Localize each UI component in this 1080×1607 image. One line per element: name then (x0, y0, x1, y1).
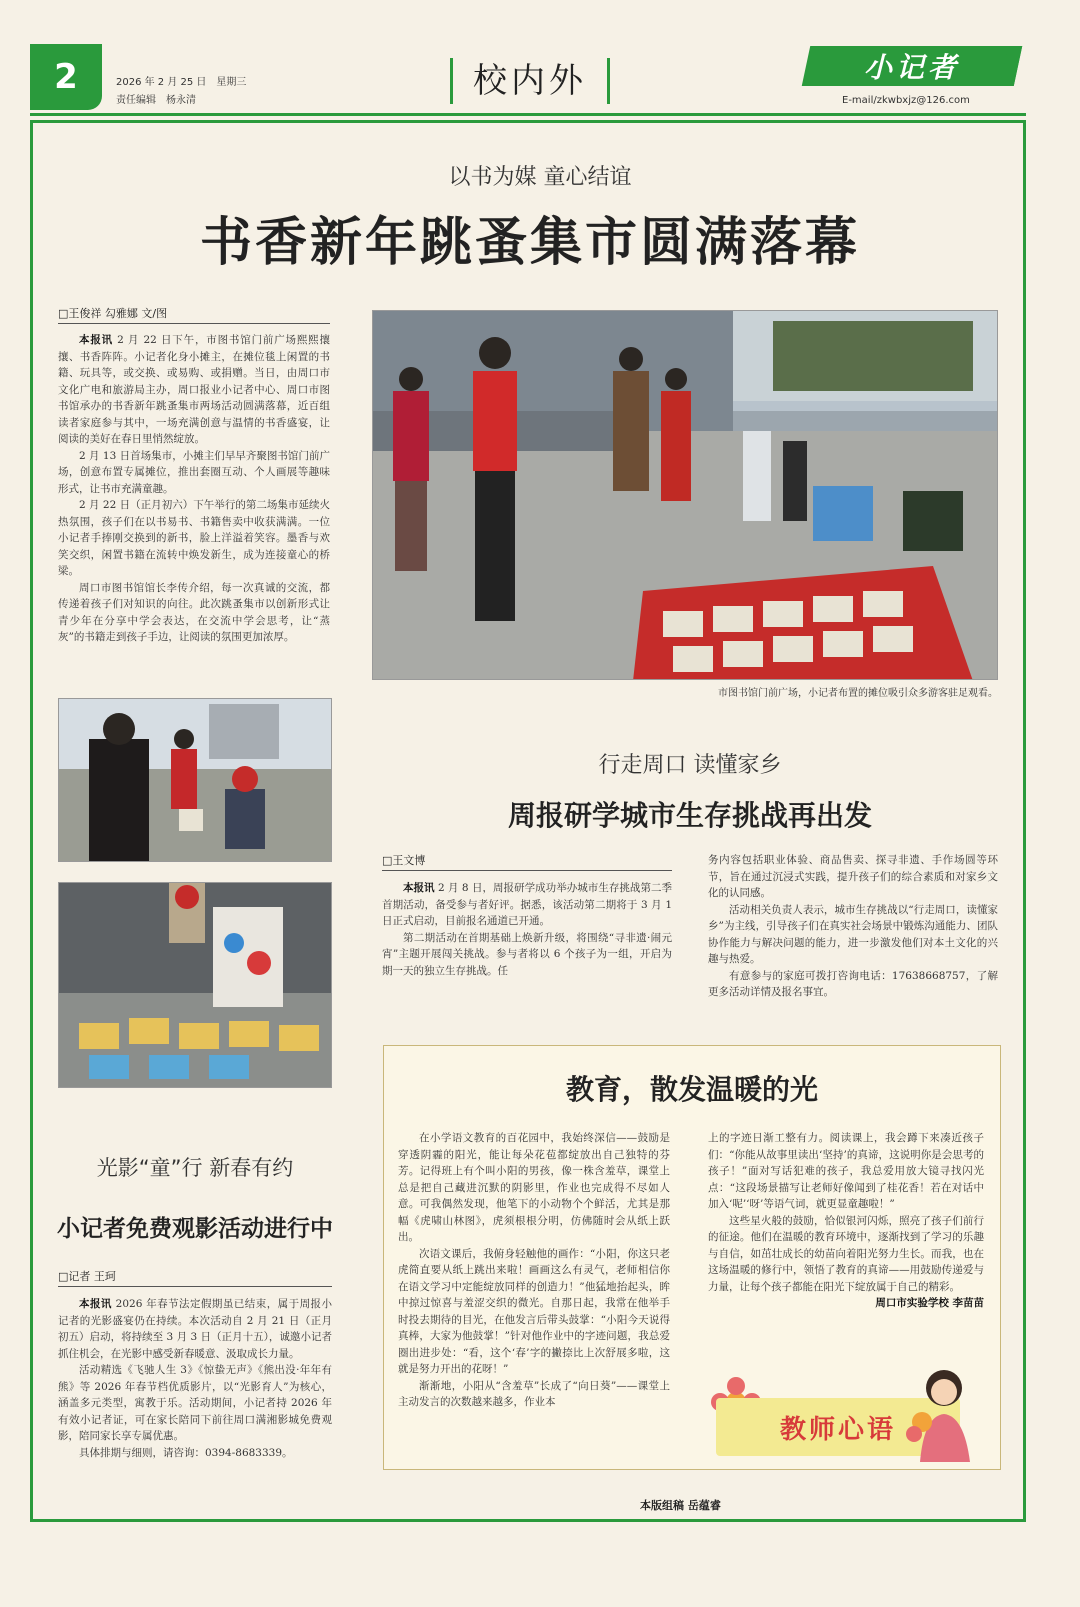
photo-drawing-booth-art (59, 883, 332, 1088)
article3-lead: 本报讯 (79, 1298, 112, 1310)
article1-text: 2 月 22 日下午，市图书馆门前广场熙熙攘攘、书香阵阵。小记者化身小摊主，在摊位毯上闲置的书籍、玩具等，或交换、或易购、或捐赠。当日，由周口市文化广电和旅游局主办，周口报业小记者中心、周口市图书馆承办的书香新年跳蚤集市两场活动圆满落幕，近百组读者家庭参与其中，一场充满创意与温情的书香盛宴，让阅读的美好在春日里悄然绽放。 (58, 334, 330, 445)
article2-kicker: 行走周口 读懂家乡 (598, 753, 782, 778)
article1-kicker: 以书为媒 童心结谊 (448, 165, 632, 190)
article2-paragraph (382, 880, 672, 930)
issue-date: 2026 年 2 月 25 日 星期三 (116, 77, 247, 88)
main-photo (372, 310, 998, 680)
article1-paragraph: 2 月 13 日首场集市，小摊主们早早齐聚图书馆门前广场，创意布置专属摊位，推出套圈互动、个人画展等趣味形式，让书市充满童趣。 (58, 449, 330, 495)
article2-lead: 本报讯 (403, 882, 435, 894)
article3-byline: □ 记者 王珂 (58, 1268, 332, 1287)
article1-paragraph: 2 月 22 日（正月初六）下午举行的第二场集市延续火热氛围，孩子们在以书易书、书籍售卖中收获满满。一位小记者手捧刚交换到的新书，脸上洋溢着笑容。墨香与欢笑交织，闲置书籍在流转中焕发新生，成为连接童心的桥梁。 (58, 499, 330, 577)
article3-kicker: 光影“童”行 新春有约 (96, 1156, 294, 1180)
photo-drawing-booth (58, 882, 332, 1088)
article3-headline: 小记者免费观影活动进行中 (57, 1216, 333, 1242)
photo-book-exchange (58, 698, 332, 862)
article4-paragraph: 渐渐地，小阳从“含羞草”长成了“向日葵”——课堂上主动发言的次数越来越多，作业本 (398, 1379, 670, 1408)
article2-byline: □ 王文博 (382, 852, 672, 871)
article2-col2 (708, 852, 998, 1001)
article1-byline: □ 王俊祥 勾雅娜 文/图 (58, 305, 330, 324)
article2-col1 (382, 880, 672, 979)
article4-author: 周口市实验学校 李苗苗 (875, 1297, 984, 1309)
article3-paragraph: 活动精选《飞驰人生 3》《惊蛰无声》《熊出没·年年有熊》等 2026 年春节档优质影片，以“光影育人”为核心，涵盖多元类型，寓教于乐。活动期间，小记者持 2026 年有效小记者证，可在家长陪同下前往周口满湘影城免费观影，陪同家长享专属优惠。 (58, 1364, 332, 1442)
section-title: 校内外 (450, 58, 610, 104)
page-number: 2 (30, 44, 102, 110)
article1-lead: 本报讯 (79, 334, 113, 346)
article2-paragraph: 有意参与的家庭可拨打咨询电话：17638668757，了解更多活动详情及报名事宜。 (708, 969, 998, 998)
article4-paragraph: 上的字迹日渐工整有力。阅读课上，我会蹲下来凑近孩子们：“你能从故事里读出‘坚持’的真谛，这说明你是会思考的孩子！”面对写话犯难的孩子，我总爱用放大镜寻找闪光点：“这段场景描写让老师好像闻到了桂花香！若在对话中加入‘呢’‘呀’等语气词，就更显童趣啦！” (708, 1132, 984, 1210)
article3-paragraph (58, 1296, 332, 1362)
brand-text: 小记者 (863, 51, 960, 84)
article3-text: 2026 年春节法定假期虽已结束，属于周报小记者的光影盛宴仍在持续。本次活动自 2 月 21 日（正月初五）启动，将持续至 3 月 3 日（正月十五），诚邀小记者抓住机会，在光影中感受新春暖意、汲取成长力量。 (58, 1298, 332, 1360)
article3-body (58, 1296, 332, 1461)
article2-paragraph: 第二期活动在首期基础上焕新升级，将围绕“寻非遗·闹元宵”主题开展闯关挑战。参与者将以 6 个孩子为一组，开启为期一天的独立生存挑战。任 (382, 931, 672, 977)
article1-body (58, 332, 330, 646)
brand-logo (802, 46, 1023, 86)
article1-paragraph: 周口市图书馆馆长李传介绍，每一次真诚的交流，都传递着孩子们对知识的向往。此次跳蚤集市以创新形式让青少年在分享中学会表达，在交流中学会思考，让“蒸灰”的书籍走到孩子手边，让阅读的氛围更加浓厚。 (58, 581, 330, 643)
editor-credit: 责任编辑 杨永清 (116, 95, 196, 106)
article4-headline: 教育，散发温暖的光 (565, 1073, 818, 1106)
article1-headline: 书香新年跳蚤集市圆满落幕 (199, 213, 860, 273)
article3-paragraph: 具体排期与细则，请咨询：0394-8683339。 (79, 1446, 293, 1459)
article2-paragraph: 务内容包括职业体验、商品售卖、探寻非遗、手作场圆等环节，旨在通过沉浸式实践，提升孩子们的综合素质和对家乡文化的认同感。 (708, 854, 998, 899)
teacher-voice-badge: 教师心语 (716, 1398, 960, 1456)
header-meta (116, 74, 246, 110)
article4-paragraph: 在小学语文教育的百花园中，我始终深信——鼓励是穿透阴霾的阳光，能让每朵花苞都绽放出自己独特的芬芳。记得班上有个叫小阳的男孩，像一株含羞草，课堂上总是把自己藏进沉默的阴影里，作业也完成得不尽如人意。可我偶然发现，他笔下的小动物个个鲜活，尤其是那幅《虎啸山林图》，虎须根根分明，仿佛随时会从纸上跃出。 (398, 1132, 670, 1243)
page-credit: 本版组稿 岳蕴睿 (640, 1499, 721, 1512)
brand-email: E-mail/zkwbxjz@126.com (842, 95, 970, 106)
article1-paragraph (58, 332, 330, 448)
article4-col2 (708, 1130, 984, 1312)
photo-book-exchange-art (59, 699, 332, 862)
article4-paragraph: 这些星火般的鼓励，恰似银河闪烁，照亮了孩子们前行的征途。他们在温暖的教育环境中，逐渐找到了学习的乐趣与自信，如茁壮成长的幼苗向着阳光努力生长。而我，也在这场温暖的修行中，领悟了教育的真谛——用鼓励传递爱与力量，让每个孩子都能在阳光下绽放属于自己的精彩。 (708, 1214, 984, 1293)
main-photo-art (373, 311, 998, 680)
article2-headline: 周报研学城市生存挑战再出发 (507, 799, 872, 832)
article4-paragraph: 次语文课后，我俯身轻触他的画作：“小阳，你这只老虎简直要从纸上跳出来啦！画画这么有灵气，老师相信你在语文学习中定能绽放同样的创造力！”他猛地抬起头，眸中掠过惊喜与羞涩交织的微光。自那日起，我常在他举手时投去期待的目光，在他发言后带头鼓掌：“小阳今天说得真棒，大家为他鼓掌！”针对他作业中的字迹问题，我总爱圈出进步处：“看，这个‘春’字的撇捺比上次舒展多啦，这就是努力开出的花呀！” (398, 1247, 670, 1375)
main-photo-caption: 市图书馆门前广场，小记者布置的摊位吸引众多游客驻足观看。 (718, 688, 998, 699)
teacher-illustration-icon (900, 1362, 980, 1462)
header-rule (30, 113, 1026, 116)
article2-text: 2 月 8 日，周报研学成功举办城市生存挑战第二季首期活动，备受参与者好评。据悉，该活动第二期将于 3 月 1 日正式启动，目前报名通道已开通。 (382, 882, 673, 927)
article4-col1 (398, 1130, 670, 1411)
article2-paragraph: 活动相关负责人表示，城市生存挑战以“行走周口，读懂家乡”为主线，引导孩子们在真实社会场景中锻炼沟通能力、团队协作能力与解决问题的能力，进一步激发他们对本土文化的兴趣与热爱。 (708, 903, 998, 965)
